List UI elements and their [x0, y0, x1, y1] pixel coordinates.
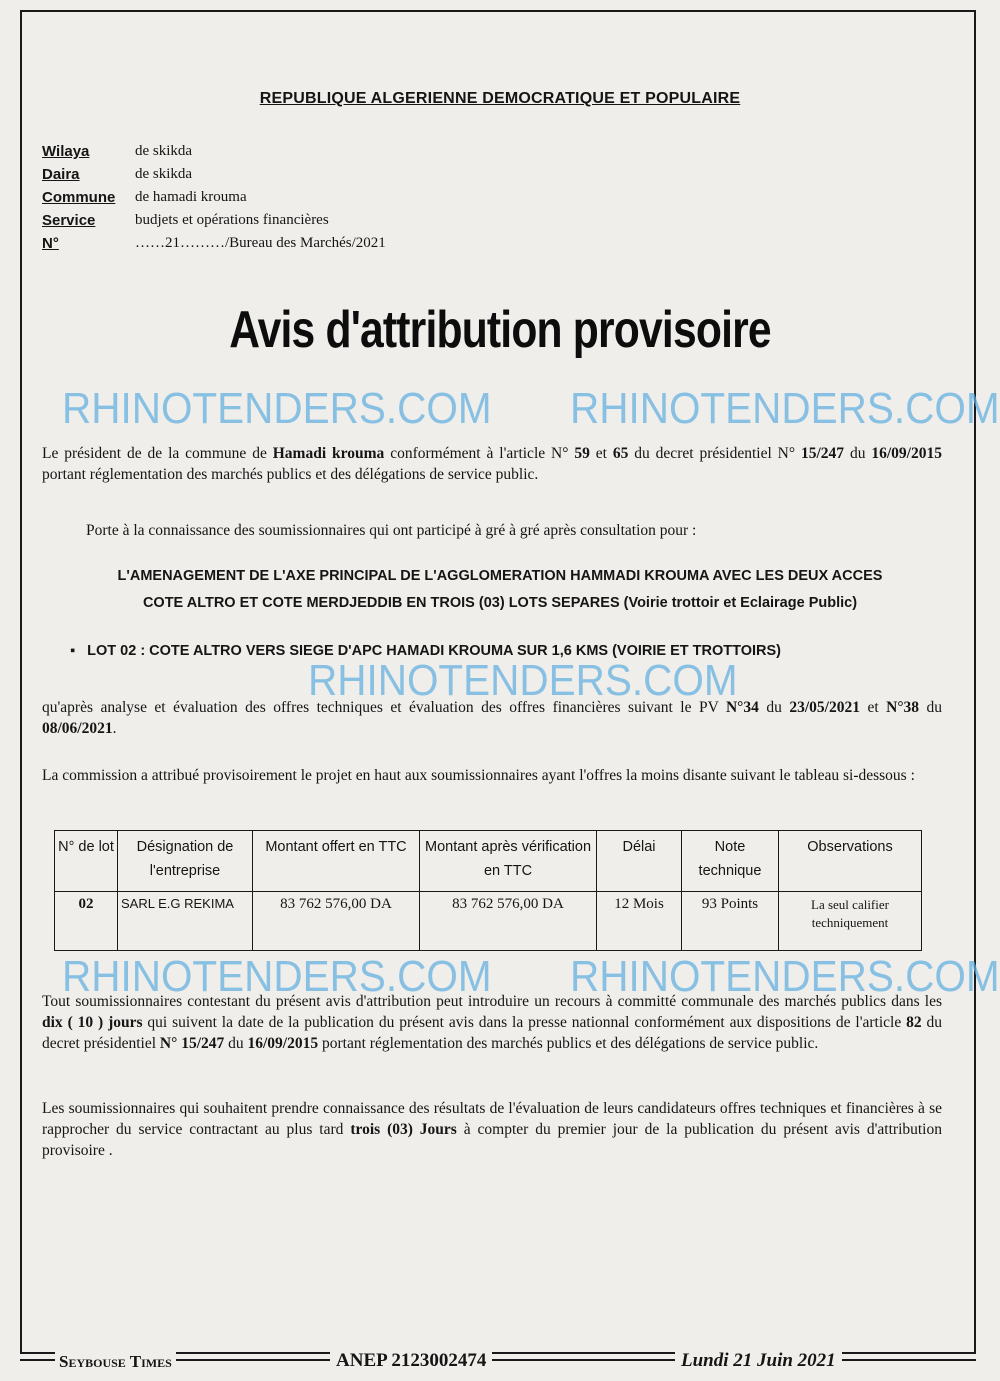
table-row: [55, 892, 922, 951]
article-number: 65: [612, 445, 629, 462]
pv-number: N°38: [886, 699, 920, 716]
header-lot: N° de lot: [55, 831, 118, 892]
header-row-daira: [42, 163, 386, 186]
header-row-service: [42, 209, 386, 232]
decree-number: 15/247: [800, 445, 845, 462]
header-offered: Montant offert en TTC: [253, 831, 420, 892]
bullet-icon: ▪: [70, 643, 76, 659]
republic-heading: REPUBLIQUE ALGERIENNE DEMOCRATIQUE ET POPULAIRE: [259, 90, 741, 107]
results-paragraph: [42, 1098, 942, 1161]
project-line-2: COTE ALTRO ET COTE MERDJEDDIB EN TROIS (03) LOTS SEPARES (Voirie trottoir et Eclairage Public): [142, 595, 858, 611]
notice-title: Avis d'attribution provisoire: [229, 301, 771, 359]
commune-name: Hamadi krouma: [272, 445, 385, 462]
table-header-row: [55, 831, 922, 892]
header-label: Daira: [42, 166, 80, 183]
pv-date: 08/06/2021: [42, 720, 113, 737]
results-text: à compter du premier jour de la publication du présent avis d'attribution provisoire .: [42, 1121, 942, 1159]
intro-text: et: [589, 445, 613, 462]
recours-text: du decret présidentiel: [42, 1014, 943, 1052]
cell-delay: 12 Mois: [597, 892, 682, 951]
analysis-text: qu'après analyse et évaluation des offres techniques et évaluation des offres financières suivant le PV: [42, 699, 726, 716]
anep-number: ANEP 2123002474: [330, 1350, 492, 1372]
cell-company: SARL E.G REKIMA: [118, 892, 253, 951]
header-value: ……21………/Bureau des Marchés/2021: [135, 235, 386, 251]
recours-text: qui suivent la date de la publication du présent avis dans la presse nationnal conformément aux dispositions de l'article: [142, 1014, 907, 1031]
header-observations: Observations: [779, 831, 922, 892]
recours-text: du: [224, 1035, 248, 1052]
header-label: Commune: [42, 189, 116, 206]
recours-text: portant réglementation des marchés publics et des délégations de service public.: [318, 1035, 819, 1052]
intro-text: portant réglementation des marchés publics et des délégations de service public.: [42, 466, 539, 483]
header-tech: Note technique: [682, 831, 779, 892]
header-value: budjets et opérations financières: [135, 212, 329, 228]
analysis-text: et: [859, 699, 887, 716]
article-number: 59: [574, 445, 590, 462]
publication-name: Seybouse Times: [55, 1352, 176, 1372]
header-row-wilaya: [42, 140, 386, 163]
intro-text: Le président de de la commune de: [42, 445, 273, 462]
intro-paragraph: [42, 443, 942, 485]
recours-days: dix ( 10 ) jours: [42, 1014, 143, 1031]
cell-lot: 02: [55, 892, 118, 951]
header-delay: Délai: [597, 831, 682, 892]
results-days: trois (03) Jours: [350, 1121, 457, 1138]
pv-number: N°34: [725, 699, 759, 716]
header-value: de skikda: [135, 166, 193, 182]
header-row-number: [42, 232, 386, 255]
decree-number: N° 15/247: [159, 1035, 225, 1052]
decree-date: 16/09/2015: [247, 1035, 319, 1052]
article-number: 82: [906, 1014, 922, 1031]
intro-text: du: [844, 445, 872, 462]
header-label: N°: [42, 235, 59, 252]
cell-tech: 93 Points: [682, 892, 779, 951]
header-value: de hamadi krouma: [135, 189, 247, 205]
analysis-text: .: [112, 720, 117, 737]
analysis-text: du: [758, 699, 790, 716]
analysis-paragraph: [42, 697, 942, 739]
header-value: de skikda: [135, 143, 193, 159]
intro-text: du decret présidentiel N°: [628, 445, 801, 462]
header-label: Wilaya: [42, 143, 90, 160]
commission-paragraph: La commission a attribué provisoirement le projet en haut aux soumissionnaires ayant l'offres la moins disante suivant le tableau si-dessous :: [42, 767, 915, 784]
porte-paragraph: Porte à la connaissance des soumissionnaires qui ont participé à gré à gré après consultation pour :: [86, 522, 697, 539]
header-company: Désignation de l'entreprise: [118, 831, 253, 892]
watermark: RHINOTENDERS.COM: [308, 656, 738, 705]
pv-date: 23/05/2021: [789, 699, 860, 716]
administrative-header: [42, 140, 386, 255]
watermark: RHINOTENDERS.COM: [570, 384, 1000, 433]
recours-text: Tout soumissionnaires contestant du présent avis d'attribution peut introduire un recours à committé communale des marchés publics dans les: [42, 993, 942, 1010]
watermark: RHINOTENDERS.COM: [62, 952, 492, 1001]
analysis-text: du: [919, 699, 943, 716]
watermark: RHINOTENDERS.COM: [62, 384, 492, 433]
cell-verified: 83 762 576,00 DA: [420, 892, 597, 951]
cell-observations: La seul califier techniquement: [779, 892, 922, 951]
header-verified: Montant après vérification en TTC: [420, 831, 597, 892]
header-row-commune: [42, 186, 386, 209]
project-line-1: L'AMENAGEMENT DE L'AXE PRINCIPAL DE L'AGGLOMERATION HAMMADI KROUMA AVEC LES DEUX ACCES: [117, 568, 883, 584]
watermark: RHINOTENDERS.COM: [570, 952, 1000, 1001]
cell-offered: 83 762 576,00 DA: [253, 892, 420, 951]
header-label: Service: [42, 212, 96, 229]
intro-text: conformément à l'article N°: [384, 445, 575, 462]
publication-date: Lundi 21 Juin 2021: [675, 1350, 842, 1372]
decree-date: 16/09/2015: [871, 445, 942, 462]
footer: [0, 1350, 1000, 1376]
lot-text: LOT 02 : COTE ALTRO VERS SIEGE D'APC HAMADI KROUMA SUR 1,6 KMS (VOIRIE ET TROTTOIRS): [87, 643, 781, 659]
results-table: [54, 830, 922, 951]
results-text: Les soumissionnaires qui souhaitent prendre connaissance des résultats de l'évaluation de leurs candidateurs offres techniques et financières à se rapprocher du service contractant au plus tard: [42, 1100, 942, 1138]
recours-paragraph: [42, 991, 942, 1054]
